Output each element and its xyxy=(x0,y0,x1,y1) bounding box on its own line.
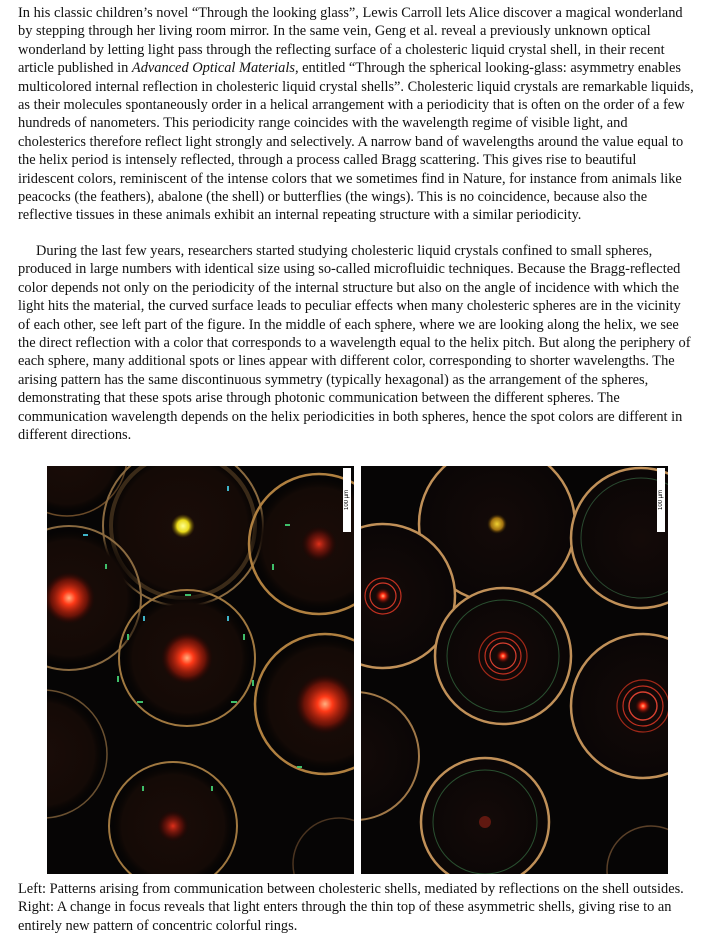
scale-bar-left xyxy=(340,466,354,538)
reflection-spot xyxy=(295,674,354,734)
paragraph-spheres: During the last few years, researchers started studying cholesteric liquid crystals confined to small spheres, produced in large numbers with identical size using so-called microfluidic techniques. Because the Bragg-reflected color depends not only on the periodicity of the internal structure but also on the angle of incidence with which the light hits the material, the curved surface leads to peculiar effects when many cholesteric spheres are in the vicinity of each other, see left part of the figure. In the middle of each sphere, where we are looking along the helix, we see the direct reflection with a color that corresponds to a wavelength equal to the helix pitch. But along the periphery of each sphere, many additional spots or lines appear with different color, corresponding to shorter wavelengths. The arising pattern has the same discontinuous symmetry (typically hexagonal) as the arrangement of the spheres, demonstrating that these spots arise through photonic communication between the different spheres. The communication wavelength depends on the helix periodicities in both spheres, hence the spot colors are different in different directions. xyxy=(18,243,691,444)
paragraph-intro xyxy=(18,4,694,225)
reflection-spot xyxy=(161,632,213,684)
journal-name: Advanced Optical Materials xyxy=(131,60,295,77)
scale-bar-label: 100 µm xyxy=(658,489,664,511)
reflection-spot xyxy=(496,649,510,663)
micrograph-left-image xyxy=(47,466,354,874)
reflection-spot xyxy=(171,514,195,538)
paragraph-intro-text-end: , entitled “Through the spherical looking-glass: asymmetry enables multicolored internal reflection in cholesteric liquid crystal shells”. Cholesteric liquid crystals are remarkable liquids, as their molecules spontaneously order in a helical arrangement with a periodicity that is often on the order of a few hundreds of nanometers. This periodicity range coincides with the wavelength regime of visible light, and cholesterics therefore reflect light strongly and selectively. A narrow band of wavelengths around the value equal to the helix period is intensely reflected, through a process called Bragg scattering. This gives rise to beautiful iridescent colors, reminiscent of the intense colors that we sometimes find in Nature, for instance from animals like peacocks (the feathers), abalone (the shell) or butterflies (the wings). This is no coincidence, because also the reflective tissues in these animals exhibit an internal repeating structure with a similar periodicity. xyxy=(18,60,694,224)
scale-bar-label: 100 µm xyxy=(344,489,350,511)
figure-caption: Left: Patterns arising from communication between cholesteric shells, mediated by reflections on the shell outsides. Right: A change in focus reveals that light enters through the thin top of these asymmetric shells, giving rise to an entirely new pattern of concentric colorful rings. xyxy=(18,881,684,934)
reflection-spot xyxy=(635,698,651,714)
reflection-spot xyxy=(375,588,391,604)
micrograph-left xyxy=(47,466,354,874)
micrograph-right-image xyxy=(361,466,668,874)
paragraph-intro-text-start: In his classic children’s novel “Through the looking glass”, Lewis Carroll lets Alice discover a magical wonderland by stepping through her living room mirror. In the same vein, Geng et al. reveal a previously unknown optical wonderland by letting light pass through the reflecting surface of a cholesteric liquid crystal shell, in their recent article published in xyxy=(18,5,683,77)
micrograph-right xyxy=(361,466,668,874)
reflection-spot xyxy=(487,514,507,534)
scale-bar-right xyxy=(654,466,668,538)
